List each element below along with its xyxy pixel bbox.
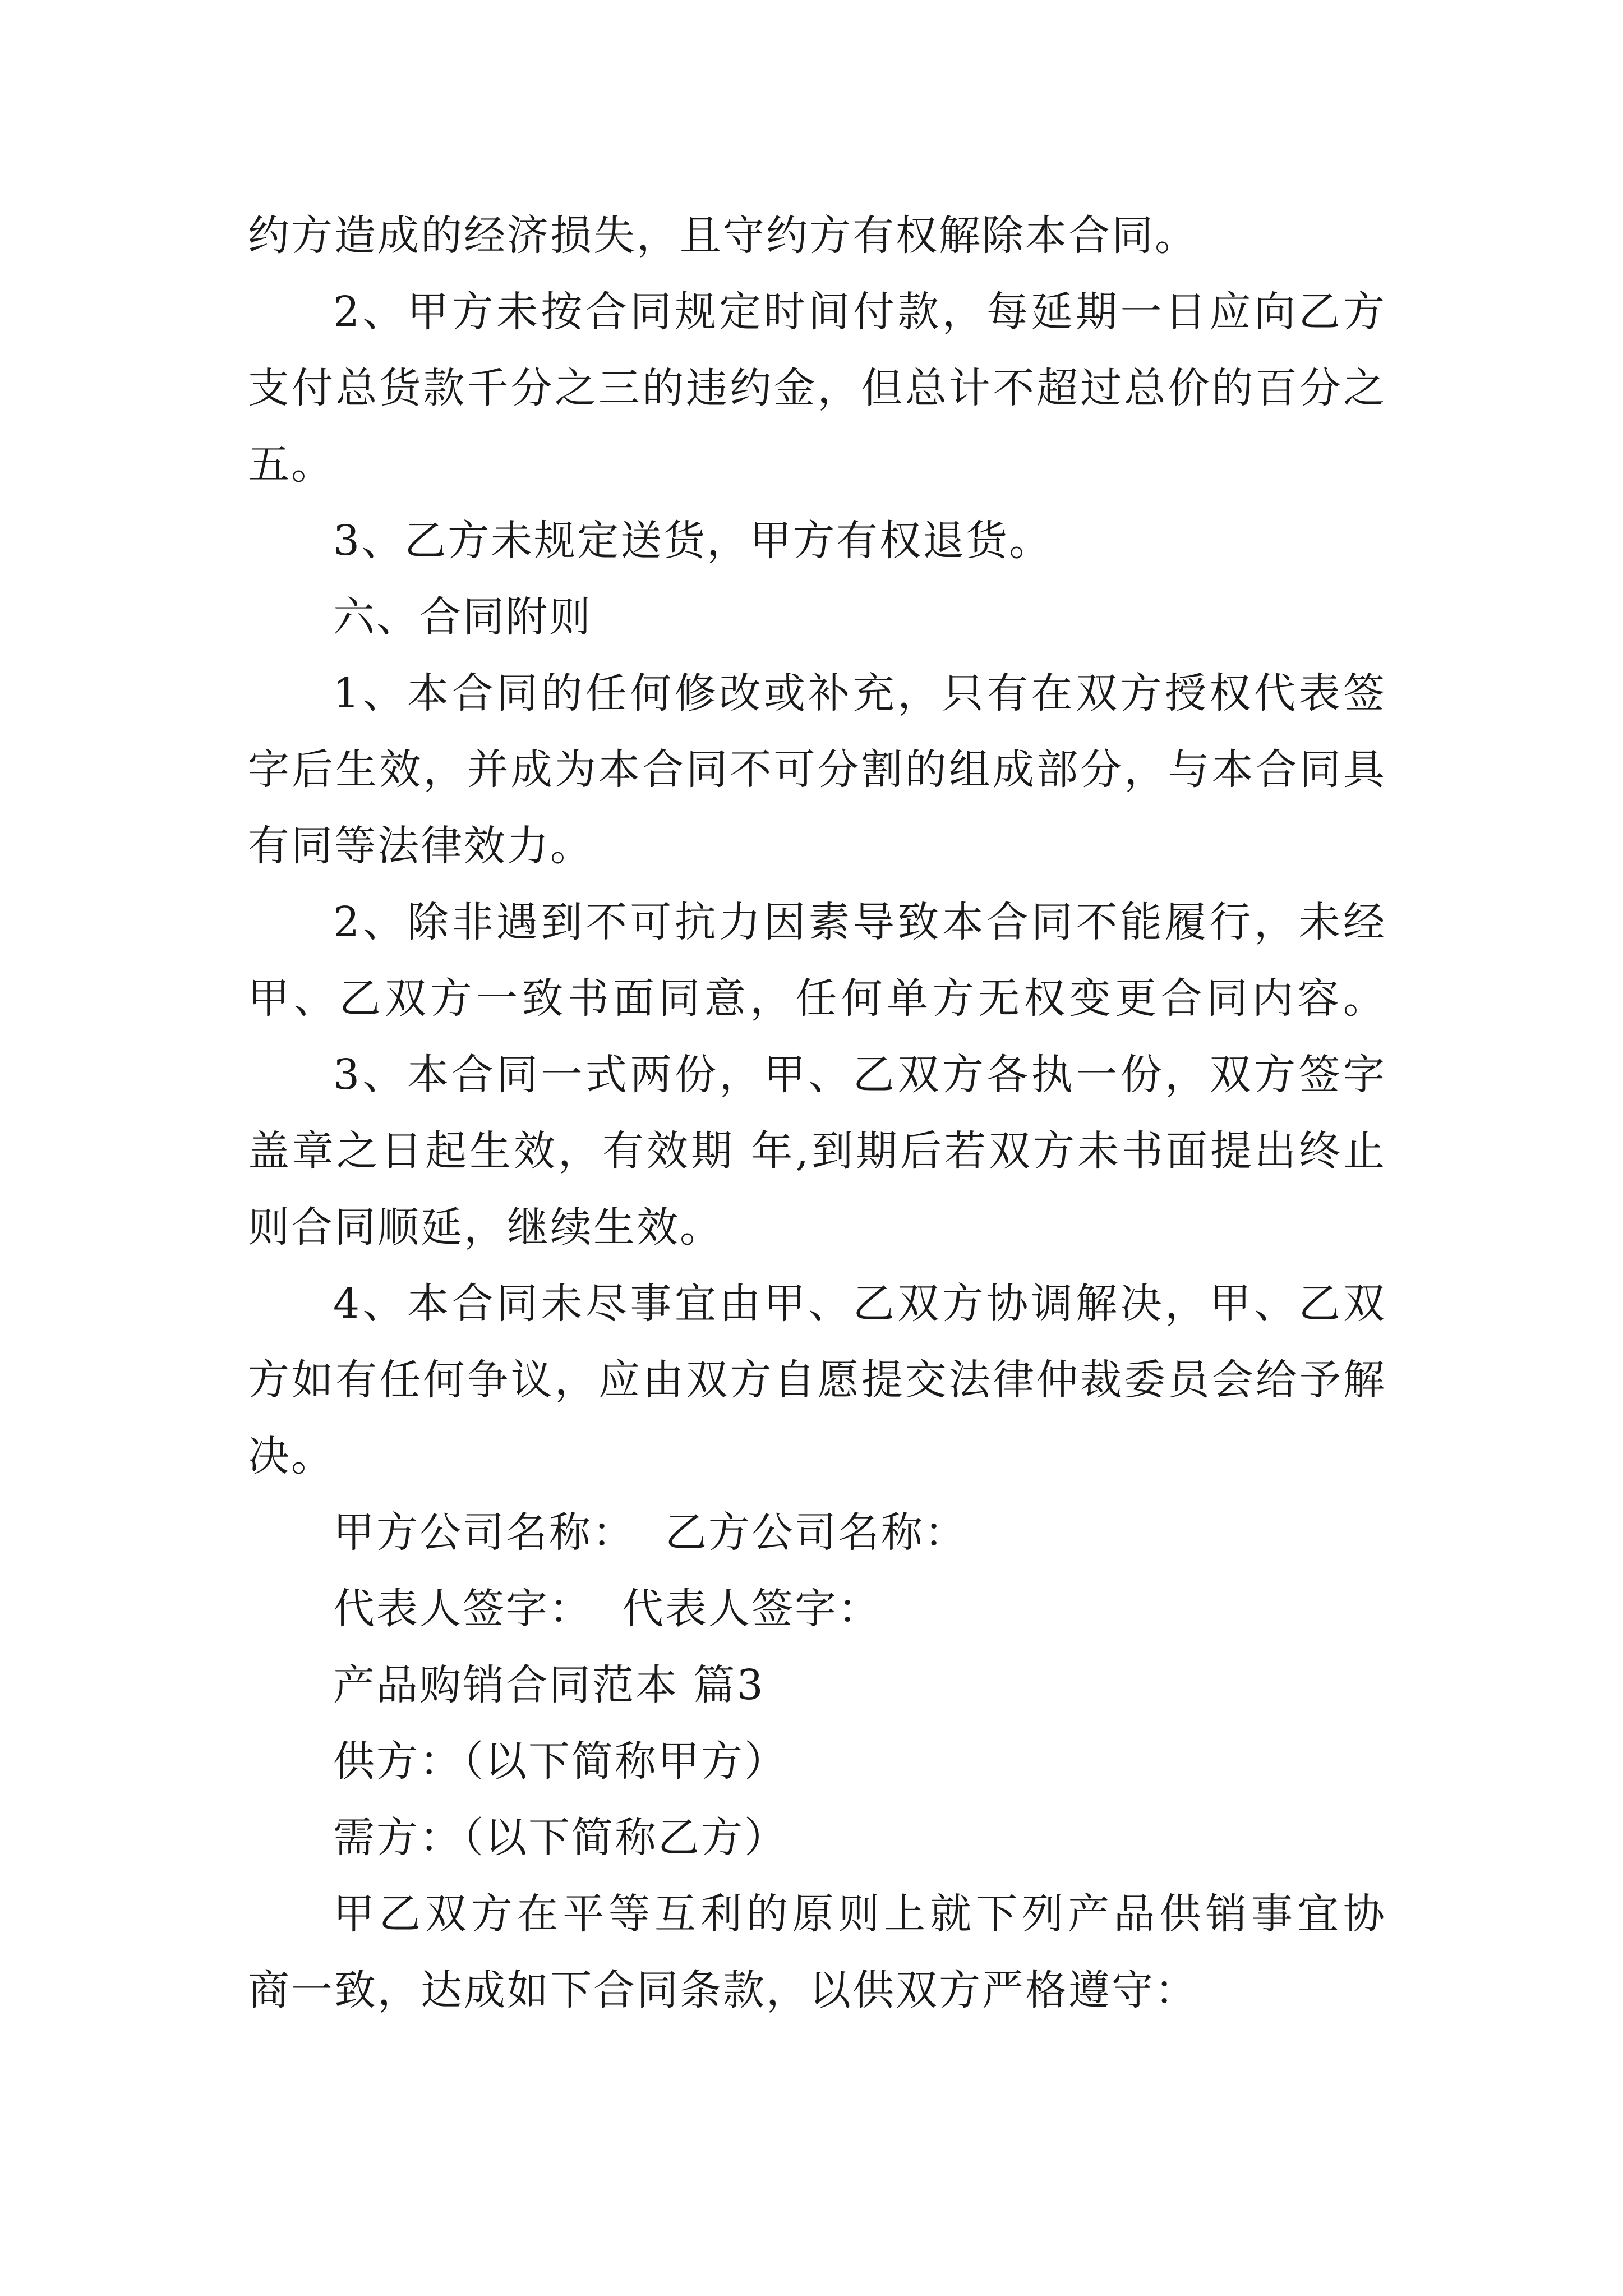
paragraph-line: 2、除非遇到不可抗力因素导致本合同不能履行，未经 bbox=[333, 898, 1386, 946]
paragraph-line: 盖章之日起生效，有效期 年,到期后若双方未书面提出终止 bbox=[248, 1127, 1386, 1175]
paragraph-line: 支付总货款千分之三的违约金，但总计不超过总价的百分之 bbox=[248, 364, 1386, 412]
buyer-line: 需方：（以下简称乙方） bbox=[333, 1814, 787, 1862]
paragraph-line: 1、本合同的任何修改或补充，只有在双方授权代表签 bbox=[333, 669, 1386, 717]
paragraph-line: 五。 bbox=[248, 440, 334, 489]
section-heading: 六、合同附则 bbox=[333, 593, 592, 641]
paragraph-line: 有同等法律效力。 bbox=[248, 822, 593, 870]
paragraph-line: 约方造成的经济损失，且守约方有权解除本合同。 bbox=[248, 211, 1198, 260]
signature-representative-line: 代表人签字： 代表人签字： bbox=[333, 1585, 882, 1633]
paragraph-line: 3、乙方未规定送货，甲方有权退货。 bbox=[333, 517, 1053, 565]
contract-title: 产品购销合同范本 篇3 bbox=[333, 1661, 765, 1709]
paragraph-line: 4、本合同未尽事宜由甲、乙双方协调解决，甲、乙双 bbox=[333, 1280, 1386, 1328]
supplier-line: 供方：（以下简称甲方） bbox=[333, 1737, 787, 1786]
paragraph-line: 商一致，达成如下合同条款，以供双方严格遵守： bbox=[248, 1966, 1198, 2014]
paragraph-line: 则合同顺延，继续生效。 bbox=[248, 1203, 723, 1251]
paragraph-line: 3、本合同一式两份，甲、乙双方各执一份，双方签字 bbox=[333, 1051, 1386, 1099]
paragraph-line: 字后生效，并成为本合同不可分割的组成部分，与本合同具 bbox=[248, 746, 1386, 794]
signature-company-line: 甲方公司名称： 乙方公司名称： bbox=[333, 1508, 968, 1557]
paragraph-line: 甲、乙双方一致书面同意，任何单方无权变更合同内容。 bbox=[248, 974, 1386, 1023]
paragraph-line: 方如有任何争议，应由双方自愿提交法律仲裁委员会给予解 bbox=[248, 1356, 1386, 1404]
document-body bbox=[248, 197, 1386, 2028]
paragraph-line: 2、甲方未按合同规定时间付款，每延期一日应向乙方 bbox=[333, 288, 1386, 336]
paragraph-line: 甲乙双方在平等互利的原则上就下列产品供销事宜协 bbox=[333, 1890, 1386, 1938]
paragraph-line: 决。 bbox=[248, 1432, 334, 1480]
